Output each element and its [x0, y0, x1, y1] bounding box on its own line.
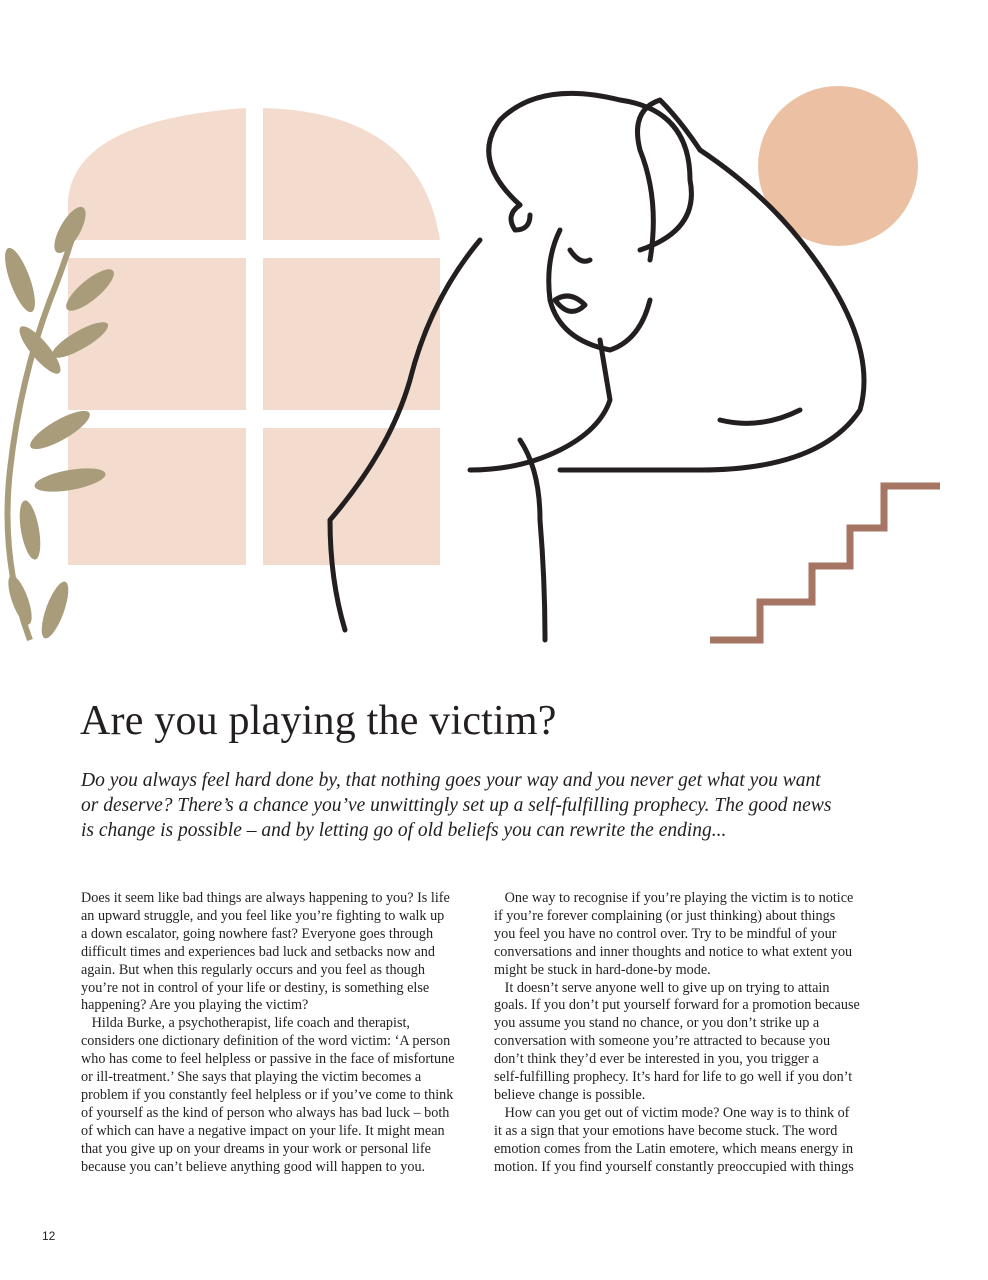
body-text-line: emotion comes from the Latin emotere, which means energy in [494, 1140, 854, 1157]
body-text-line: believe change is possible. [494, 1086, 646, 1103]
standfirst-line: Do you always feel hard done by, that nothing goes your way and you never get what you want [81, 770, 821, 791]
body-text-line: might be stuck in hard-done-by mode. [494, 961, 711, 978]
body-text-line: you feel you have no control over. Try to be mindful of your [494, 925, 837, 942]
body-text-line: It doesn’t serve anyone well to give up on trying to attain [494, 979, 830, 996]
body-text-line: conversation with someone you’re attracted to because you [494, 1033, 831, 1050]
standfirst-line: is change is possible – and by letting go of old beliefs you can rewrite the ending... [81, 820, 727, 841]
body-text-line: of which can have a negative impact on your life. It might mean [81, 1122, 445, 1139]
body-text-line: or ill-treatment.’ She says that playing the victim becomes a [81, 1069, 422, 1086]
body-text-line: One way to recognise if you’re playing the victim is to notice [494, 890, 854, 906]
body-text-line: considers one dictionary definition of the word victim: ‘A person [81, 1033, 451, 1050]
body-text-line: How can you get out of victim mode? One way is to think of [494, 1104, 850, 1121]
article-standfirst [81, 768, 881, 843]
body-text-line: self-fulfilling prophecy. It’s hard for life to go well if you don’t [494, 1069, 853, 1086]
body-text-line: difficult times and experiences bad luck and setbacks now and [81, 943, 435, 960]
body-text-line: again. But when this regularly occurs and you feel as though [81, 961, 425, 978]
body-text-line: because you can’t believe anything good will happen to you. [81, 1158, 426, 1175]
body-text-line: Hilda Burke, a psychotherapist, life coach and therapist, [81, 1015, 410, 1032]
body-text-line: conversations and inner thoughts and notice to what extent you [494, 943, 853, 960]
body-text-line: that you give up on your dreams in your work or personal life [81, 1140, 431, 1157]
article-title: Are you playing the victim? [80, 698, 557, 744]
body-text-line: happening? Are you playing the victim? [81, 997, 309, 1014]
body-column-1 [81, 890, 455, 1177]
body-text-line: who has come to feel helpless or passive in the face of misfortune [81, 1051, 455, 1068]
body-text-line: you assume you stand no chance, or you don’t strike up a [494, 1015, 820, 1032]
body-text-line: a down escalator, going nowhere fast? Everyone goes through [81, 925, 434, 942]
body-text-line: of yourself as the kind of person who always has bad luck – both [81, 1104, 450, 1121]
body-text-line: don’t think they’d ever be interested in you, you trigger a [494, 1051, 819, 1068]
window-illustration [68, 108, 440, 565]
body-column-2 [494, 890, 860, 1177]
standfirst-line: or deserve? There’s a chance you’ve unwittingly set up a self-fulfilling prophecy. The good news [81, 795, 832, 816]
page-number: 12 [42, 1229, 56, 1243]
body-text-line: problem if you constantly feel helpless or if you’ve come to think [81, 1086, 454, 1103]
body-text-line: it as a sign that your emotions have become stuck. The word [494, 1122, 838, 1139]
body-text-line: an upward struggle, and you feel like you’re fighting to walk up [81, 907, 445, 924]
body-text-line: if you’re forever complaining (or just thinking) about things [494, 907, 836, 924]
body-text-line: goals. If you don’t put yourself forward for a promotion because [494, 997, 860, 1014]
body-text-line: you’re not in control of your life or destiny, is something else [81, 979, 430, 996]
body-text-line: Does it seem like bad things are always happening to you? Is life [81, 890, 450, 906]
body-text-line: motion. If you find yourself constantly preoccupied with things [494, 1158, 854, 1175]
stairs-line [710, 486, 940, 640]
